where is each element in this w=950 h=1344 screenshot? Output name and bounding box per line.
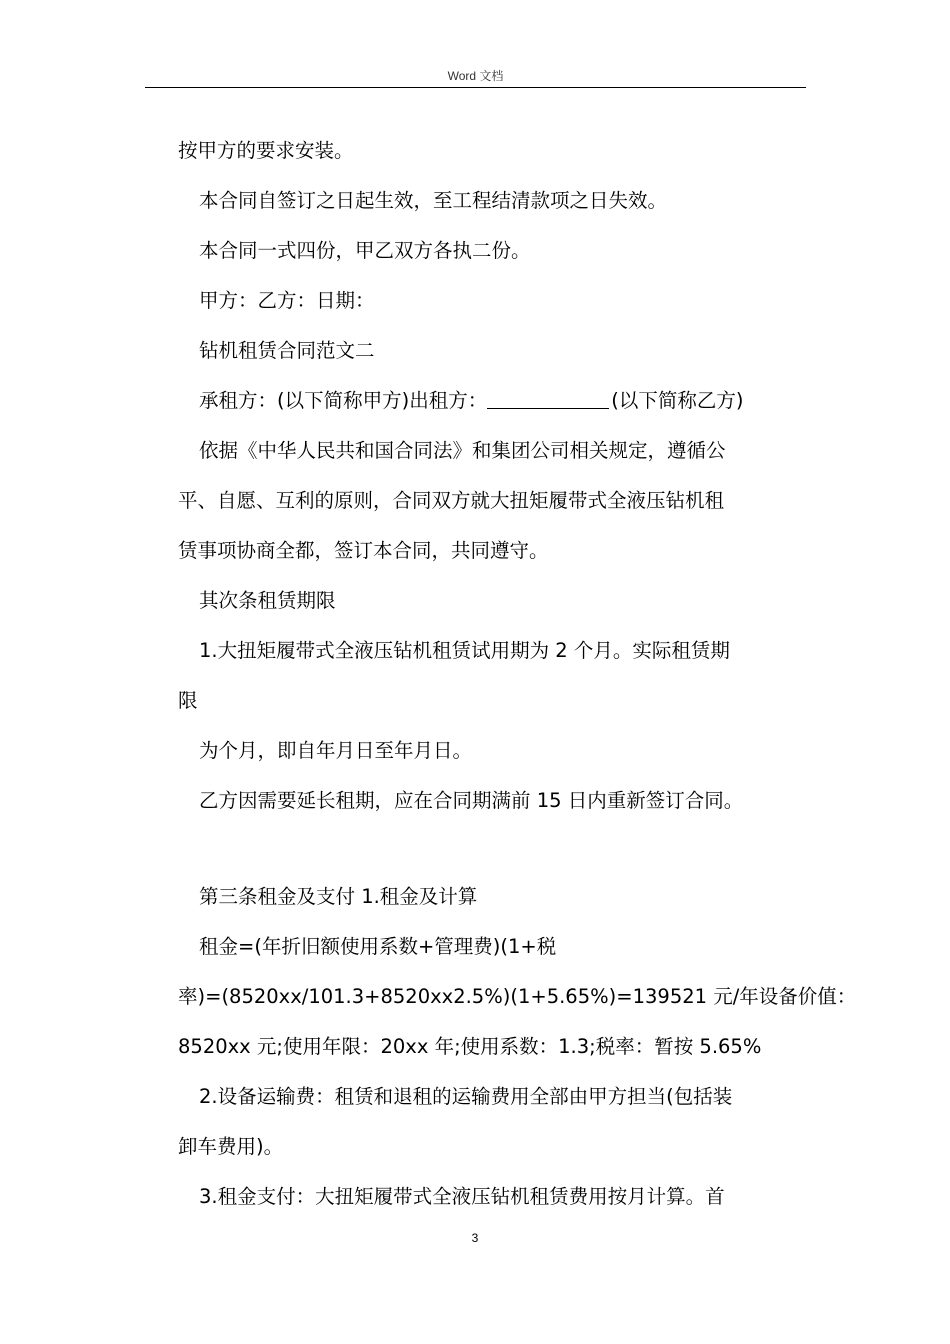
paragraph-line: 率)=(8520xx/101.3+8520xx2.5%)(1+5.65%)=139521 元/年设备价值： — [178, 985, 857, 1008]
document-body — [178, 126, 857, 1222]
paragraph-line: 为个月，即自年月日至年月日。 — [199, 739, 473, 762]
paragraph-line: 8520xx 元;使用年限：20xx 年;使用系数：1.3;税率：暂按 5.65% — [178, 1035, 762, 1058]
page-number: 3 — [471, 1231, 479, 1245]
paragraph-line: 卸车费用)。 — [178, 1135, 284, 1158]
paragraph-line: 赁事项协商全都，签订本合同，共同遵守。 — [178, 539, 549, 562]
page-header: Word 文档 — [447, 69, 504, 83]
paragraph-gap — [178, 826, 808, 872]
paragraph-line: 2.设备运输费：租赁和退租的运输费用全部由甲方担当(包括装 — [199, 1085, 733, 1108]
paragraph-line: 租金=(年折旧额使用系数+管理费)(1+税 — [199, 935, 557, 958]
paragraph-line: 按甲方的要求安装。 — [178, 139, 354, 162]
paragraph-line: 3.租金支付：大扭矩履带式全液压钻机租赁费用按月计算。首 — [199, 1185, 725, 1208]
lessor-note: (以下简称乙方) — [611, 389, 744, 412]
paragraph-line: 本合同一式四份，甲乙双方各执二份。 — [199, 239, 531, 262]
section-title: 钻机租赁合同范文二 — [199, 339, 375, 362]
paragraph-line: 依据《中华人民共和国合同法》和集团公司相关规定，遵循公 — [199, 439, 726, 462]
article-heading: 第三条租金及支付 1.租金及计算 — [199, 885, 478, 908]
paragraph-line: 1.大扭矩履带式全液压钻机租赁试用期为 2 个月。实际租赁期 — [199, 639, 730, 662]
header-divider — [145, 87, 806, 88]
lessee-label: 承租方：(以下简称甲方)出租方： — [199, 389, 488, 412]
paragraph-line: 乙方因需要延长租期，应在合同期满前 15 日内重新签订合同。 — [199, 789, 744, 812]
signature-line: 甲方：乙方：日期： — [199, 289, 375, 312]
parties-line — [178, 376, 808, 426]
paragraph-line: 限 — [178, 689, 198, 712]
article-heading: 其次条租赁期限 — [199, 589, 336, 612]
paragraph-line: 平、自愿、互利的原则，合同双方就大扭矩履带式全液压钻机租 — [178, 489, 725, 512]
paragraph-line: 本合同自签订之日起生效，至工程结清款项之日失效。 — [199, 189, 668, 212]
fill-in-blank — [487, 390, 609, 409]
